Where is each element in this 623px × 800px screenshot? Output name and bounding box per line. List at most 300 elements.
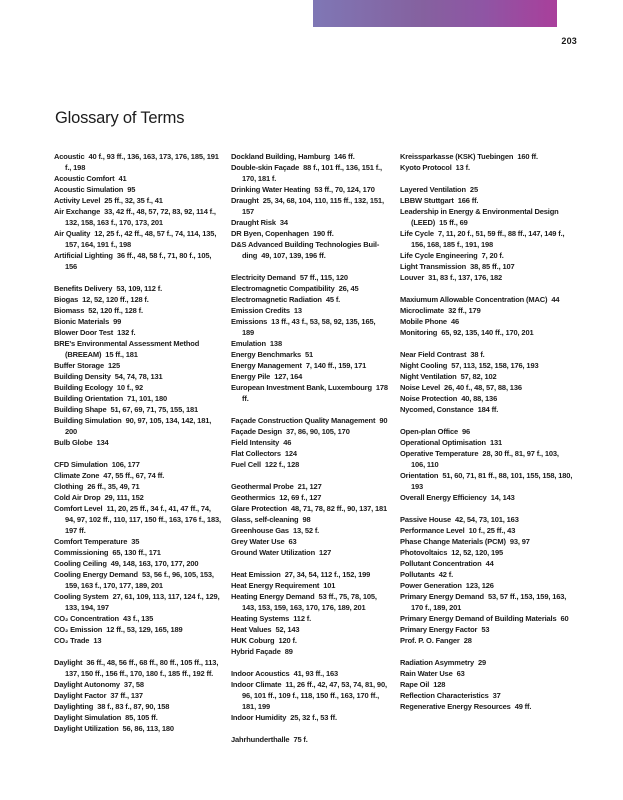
entry-term: Indoor Climate: [231, 680, 282, 689]
index-entry: [231, 338, 389, 349]
entry-term: Night Cooling: [400, 361, 448, 370]
entry-term: Hybrid Façade: [231, 647, 281, 656]
entry-pages: 63: [456, 669, 465, 678]
index-entry: [231, 195, 389, 217]
index-entry: [400, 261, 573, 272]
index-entry: [231, 547, 389, 558]
index-entry: [400, 272, 573, 283]
entry-term: Comfort Level: [54, 504, 103, 513]
entry-term: Double-skin Façade: [231, 163, 300, 172]
index-entry: [54, 613, 222, 624]
entry-term: Kyoto Protocol: [400, 163, 452, 172]
index-entry: [231, 459, 389, 470]
entry-term: Grey Water Use: [231, 537, 285, 546]
entry-pages: 12, 25 f., 42 ff., 48, 57 f., 74, 114, 135, 157, 164, 191 f., 198: [65, 229, 217, 249]
entry-term: Air Exchange: [54, 207, 101, 216]
index-entry: [400, 613, 573, 624]
entry-term: Near Field Contrast: [400, 350, 467, 359]
entry-pages: 42 f.: [438, 570, 454, 579]
index-entry: [231, 283, 389, 294]
index-group: [231, 415, 389, 470]
index-entry: [231, 360, 389, 371]
entry-term: Biogas: [54, 295, 79, 304]
entry-pages: 12, 52, 120, 195: [451, 548, 504, 557]
entry-pages: 25 ff., 32, 35 f., 41: [104, 196, 163, 205]
index-column-2: [231, 151, 389, 745]
index-entry: [400, 657, 573, 668]
entry-pages: 49, 107, 139, 196 ff.: [261, 251, 326, 260]
entry-term: Fuel Cell: [231, 460, 261, 469]
index-entry: [400, 151, 573, 162]
entry-term: Biomass: [54, 306, 85, 315]
index-entry: [400, 250, 573, 261]
entry-term: Indoor Acoustics: [231, 669, 290, 678]
entry-pages: 160 ff.: [517, 152, 538, 161]
index-entry: [54, 690, 222, 701]
entry-term: Light Transmission: [400, 262, 467, 271]
entry-pages: 35: [131, 537, 140, 546]
entry-term: Pollutant Concentration: [400, 559, 482, 568]
entry-pages: 53, 109, 112 f.: [116, 284, 163, 293]
entry-term: Regenerative Energy Resources: [400, 702, 511, 711]
entry-pages: 93, 97: [509, 537, 530, 546]
index-entry: [400, 206, 573, 228]
entry-pages: 25, 34, 68, 104, 110, 115 ff., 132, 151, 157: [242, 196, 384, 216]
entry-term: Electromagnetic Compatibility: [231, 284, 335, 293]
entry-term: Activity Level: [54, 196, 101, 205]
entry-term: Orientation: [400, 471, 439, 480]
entry-pages: 106, 177: [111, 460, 140, 469]
entry-pages: 166 ff.: [457, 196, 479, 205]
index-entry: [54, 624, 222, 635]
index-entry: [54, 404, 222, 415]
entry-term: Façade Construction Quality Management: [231, 416, 376, 425]
index-entry: [54, 173, 222, 184]
entry-pages: 29, 111, 152: [104, 493, 144, 502]
entry-pages: 21, 127: [297, 482, 322, 491]
entry-term: Field Intensity: [231, 438, 280, 447]
entry-term: Bulb Globe: [54, 438, 93, 447]
index-entry: [231, 272, 389, 283]
index-entry: [54, 250, 222, 272]
entry-term: Pollutants: [400, 570, 435, 579]
index-entry: [54, 547, 222, 558]
entry-pages: 51: [304, 350, 314, 359]
entry-term: Commissioning: [54, 548, 109, 557]
entry-pages: 53, 57 ff., 153, 159, 163, 170 f., 189, 201: [411, 592, 567, 612]
entry-term: Prof. P. O. Fanger: [400, 636, 460, 645]
entry-term: Acoustic Comfort: [54, 174, 115, 183]
entry-term: DR Byen, Copenhagen: [231, 229, 309, 238]
index-group: [231, 668, 389, 723]
index-entry: [231, 437, 389, 448]
index-column-1: [54, 151, 222, 734]
entry-term: Primary Energy Demand of Building Materials: [400, 614, 557, 623]
index-entry: [400, 635, 573, 646]
entry-term: Building Simulation: [54, 416, 122, 425]
index-entry: [231, 525, 389, 536]
entry-pages: 52, 120 ff., 128 f.: [88, 306, 143, 315]
entry-term: Draught: [231, 196, 259, 205]
index-entry: [231, 382, 389, 404]
index-group: [54, 283, 222, 448]
entry-term: Daylighting: [54, 702, 94, 711]
entry-pages: 46: [450, 317, 459, 326]
entry-pages: 11, 26 ff., 42, 47, 53, 74, 81, 90, 96, 101 ff., 109 f., 118, 150 ff., 163, 170 ff., 181, 199: [242, 680, 387, 711]
entry-pages: 40 f., 93 ff., 136, 163, 173, 176, 185, 191 f., 198: [65, 152, 219, 172]
entry-term: Mobile Phone: [400, 317, 447, 326]
index-group: [400, 657, 573, 712]
entry-term: Kreissparkasse (KSK) Tuebingen: [400, 152, 514, 161]
entry-pages: 131: [490, 438, 503, 447]
index-group: [54, 459, 222, 646]
index-entry: [400, 492, 573, 503]
index-entry: [231, 239, 389, 261]
index-entry: [231, 679, 389, 712]
entry-term: Daylight Utilization: [54, 724, 119, 733]
index-entry: [400, 668, 573, 679]
entry-pages: 31, 83 f., 137, 176, 182: [428, 273, 503, 282]
index-group: [400, 151, 573, 173]
entry-pages: 25, 32 f., 53 ff.: [290, 713, 337, 722]
entry-term: Cooling Ceiling: [54, 559, 107, 568]
entry-pages: 43 f., 135: [122, 614, 154, 623]
entry-term: Primary Energy Demand: [400, 592, 484, 601]
entry-pages: 13, 52 f.: [292, 526, 320, 535]
entry-term: Electromagnetic Radiation: [231, 295, 322, 304]
index-entry: [54, 481, 222, 492]
index-entry: [231, 228, 389, 239]
entry-pages: 53, 56 f., 96, 105, 153, 159, 163 f., 170, 177, 189, 201: [65, 570, 214, 590]
entry-pages: 26, 45: [338, 284, 359, 293]
entry-pages: 112 f.: [293, 614, 312, 623]
index-entry: [400, 536, 573, 547]
index-entry: [231, 580, 389, 591]
entry-pages: 44: [551, 295, 560, 304]
index-entry: [54, 492, 222, 503]
index-entry: [231, 316, 389, 338]
entry-term: CO₂ Concentration: [54, 614, 119, 623]
entry-pages: 85, 105 ff.: [125, 713, 158, 722]
index-entry: [54, 294, 222, 305]
index-entry: [54, 206, 222, 228]
entry-term: Power Generation: [400, 581, 462, 590]
entry-pages: 36 ff., 48, 58 f., 71, 80 f., 105, 156: [65, 251, 212, 271]
entry-pages: 57 ff., 115, 120: [299, 273, 348, 282]
entry-pages: 124: [284, 449, 297, 458]
entry-term: Building Shape: [54, 405, 107, 414]
entry-pages: 12, 69 f., 127: [279, 493, 322, 502]
index-group: [54, 151, 222, 272]
index-entry: [54, 558, 222, 569]
index-entry: [400, 514, 573, 525]
entry-term: Acoustic Simulation: [54, 185, 124, 194]
entry-term: Draught Risk: [231, 218, 276, 227]
index-group: [400, 349, 573, 415]
index-entry: [400, 195, 573, 206]
entry-term: Layered Ventilation: [400, 185, 466, 194]
entry-term: Microclimate: [400, 306, 445, 315]
index-entry: [54, 569, 222, 591]
entry-term: Artificial Lighting: [54, 251, 113, 260]
entry-term: Nycomed, Constance: [400, 405, 474, 414]
entry-term: LBBW Stuttgart: [400, 196, 454, 205]
entry-term: Climate Zone: [54, 471, 100, 480]
entry-pages: 51, 67, 69, 71, 75, 155, 181: [110, 405, 199, 414]
entry-pages: 38, 85 ff., 107: [470, 262, 515, 271]
index-columns: [54, 151, 573, 745]
entry-term: Operative Temperature: [400, 449, 479, 458]
index-entry: [54, 635, 222, 646]
index-group: [54, 657, 222, 734]
entry-pages: 7, 140 ff., 159, 171: [305, 361, 367, 370]
index-entry: [231, 162, 389, 184]
index-entry: [400, 591, 573, 613]
entry-term: Daylight Factor: [54, 691, 107, 700]
entry-pages: 36 ff., 48, 56 ff., 68 ff., 80 ff., 105 ff., 113, 137, 150 ff., 156 ff., 170, 180 f., 185 ff., 192 ff.: [65, 658, 219, 678]
index-entry: [400, 305, 573, 316]
entry-term: Maxiumum Allowable Concentration (MAC): [400, 295, 548, 304]
index-entry: [231, 624, 389, 635]
entry-pages: 26 ff., 35, 49, 71: [87, 482, 140, 491]
entry-term: Cooling System: [54, 592, 109, 601]
entry-pages: 10 f., 92: [116, 383, 144, 392]
entry-pages: 54, 74, 78, 131: [114, 372, 163, 381]
entry-pages: 57, 82, 102: [460, 372, 497, 381]
entry-term: Rain Water Use: [400, 669, 453, 678]
entry-term: Emulation: [231, 339, 266, 348]
entry-pages: 95: [127, 185, 136, 194]
index-entry: [54, 382, 222, 393]
index-entry: [54, 338, 222, 360]
entry-term: Daylight Simulation: [54, 713, 122, 722]
entry-pages: 28: [463, 636, 472, 645]
index-group: [231, 151, 389, 261]
index-entry: [54, 316, 222, 327]
index-entry: [54, 591, 222, 613]
entry-term: Rape Oil: [400, 680, 430, 689]
index-entry: [231, 184, 389, 195]
entry-term: Leadership in Energy & Environmental Design (LEED): [400, 207, 559, 227]
index-entry: [231, 536, 389, 547]
entry-pages: 12 ff., 53, 129, 165, 189: [106, 625, 183, 634]
entry-term: Ground Water Utilization: [231, 548, 316, 557]
entry-term: Daylight Autonomy: [54, 680, 120, 689]
entry-pages: 57, 113, 152, 158, 176, 193: [451, 361, 539, 370]
entry-pages: 40, 88, 136: [461, 394, 498, 403]
index-entry: [231, 426, 389, 437]
entry-term: Air Quality: [54, 229, 91, 238]
index-entry: [400, 569, 573, 580]
entry-term: Acoustic: [54, 152, 85, 161]
index-entry: [231, 151, 389, 162]
index-entry: [231, 503, 389, 514]
entry-term: Buffer Storage: [54, 361, 104, 370]
entry-pages: 10 f., 25 ff., 43: [468, 526, 516, 535]
entry-pages: 190 ff.: [313, 229, 334, 238]
index-entry: [400, 404, 573, 415]
entry-pages: 51, 60, 71, 81 ff., 88, 101, 155, 158, 180, 193: [411, 471, 573, 491]
index-entry: [54, 184, 222, 195]
index-group: [231, 481, 389, 558]
index-entry: [231, 448, 389, 459]
index-entry: [231, 613, 389, 624]
entry-pages: 37 ff., 137: [110, 691, 143, 700]
index-entry: [54, 393, 222, 404]
entry-pages: 53 ff., 70, 124, 170: [314, 185, 375, 194]
entry-pages: 75 f.: [293, 735, 308, 744]
entry-term: Performance Level: [400, 526, 465, 535]
entry-pages: 178 ff.: [242, 383, 388, 403]
entry-pages: 14, 143: [490, 493, 515, 502]
index-entry: [231, 217, 389, 228]
entry-pages: 28, 30 ff., 81, 97 f., 103, 106, 110: [411, 449, 559, 469]
index-entry: [54, 228, 222, 250]
index-entry: [231, 668, 389, 679]
entry-pages: 29: [477, 658, 487, 667]
entry-pages: 12, 52, 120 ff., 128 f.: [82, 295, 149, 304]
entry-term: Energy Benchmarks: [231, 350, 301, 359]
entry-pages: 13: [293, 306, 302, 315]
entry-term: Benefits Delivery: [54, 284, 113, 293]
entry-pages: 53: [481, 625, 490, 634]
index-group: [400, 294, 573, 338]
entry-pages: 13: [93, 636, 102, 645]
index-entry: [400, 228, 573, 250]
index-entry: [400, 349, 573, 360]
entry-term: D&S Advanced Building Technologies Buil-ding: [231, 240, 380, 260]
index-entry: [231, 569, 389, 580]
index-entry: [400, 558, 573, 569]
entry-term: HUK Coburg: [231, 636, 275, 645]
index-entry: [231, 492, 389, 503]
entry-term: Glare Protection: [231, 504, 287, 513]
entry-pages: 33, 42 ff., 48, 57, 72, 83, 92, 114 f., 132, 158, 163 f., 170, 173, 201: [65, 207, 216, 227]
entry-pages: 11, 20, 25 ff., 34 f., 41, 47 ff., 74, 94, 97, 102 ff., 110, 117, 150 ff., 163, 176 f., 183, 197 ff.: [65, 504, 221, 535]
entry-term: Heating Systems: [231, 614, 290, 623]
entry-pages: 37: [492, 691, 501, 700]
entry-term: Flat Collectors: [231, 449, 281, 458]
index-entry: [54, 415, 222, 437]
index-entry: [54, 305, 222, 316]
entry-pages: 101: [323, 581, 336, 590]
index-entry: [400, 426, 573, 437]
entry-term: Jahrhunderthalle: [231, 735, 290, 744]
entry-term: Façade Design: [231, 427, 282, 436]
entry-term: European Investment Bank, Luxembourg: [231, 383, 372, 392]
index-entry: [231, 415, 389, 426]
entry-pages: 47, 55 ff., 67, 74 ff.: [103, 471, 165, 480]
entry-pages: 37, 58: [123, 680, 144, 689]
index-entry: [54, 503, 222, 536]
entry-term: Glass, self-cleaning: [231, 515, 299, 524]
entry-term: Louver: [400, 273, 425, 282]
entry-pages: 89: [284, 647, 293, 656]
index-entry: [400, 316, 573, 327]
entry-pages: 122 f., 128: [264, 460, 300, 469]
entry-term: CO₂ Trade: [54, 636, 90, 645]
index-entry: [54, 151, 222, 173]
entry-pages: 27, 61, 109, 113, 117, 124 f., 129, 133, 194, 197: [65, 592, 220, 612]
index-entry: [400, 393, 573, 404]
entry-pages: 34: [279, 218, 288, 227]
page-title: Glossary of Terms: [55, 109, 185, 127]
index-group: [231, 272, 389, 404]
entry-term: Radiation Asymmetry: [400, 658, 474, 667]
entry-pages: 38 f.: [470, 350, 485, 359]
index-group: [231, 734, 389, 745]
entry-pages: 71, 101, 180: [127, 394, 167, 403]
entry-term: Geothermal Probe: [231, 482, 294, 491]
index-entry: [231, 305, 389, 316]
index-entry: [400, 184, 573, 195]
entry-term: Heat Values: [231, 625, 272, 634]
entry-term: Building Ecology: [54, 383, 113, 392]
entry-term: Photovoltaics: [400, 548, 448, 557]
entry-term: Night Ventilation: [400, 372, 457, 381]
entry-term: Geothermics: [231, 493, 276, 502]
entry-pages: 7, 11, 20 f., 51, 59 ff., 88 ff., 147, 149 f., 156, 168, 185 f., 191, 198: [411, 229, 565, 249]
entry-pages: 41: [118, 174, 127, 183]
entry-pages: 38 f., 83 f., 87, 90, 158: [97, 702, 170, 711]
index-entry: [400, 437, 573, 448]
entry-pages: 7, 20 f.: [481, 251, 504, 260]
index-entry: [231, 514, 389, 525]
entry-term: Life Cycle: [400, 229, 434, 238]
index-group: [400, 514, 573, 646]
page-number: 203: [561, 36, 577, 46]
entry-term: Building Density: [54, 372, 111, 381]
entry-pages: 45 f.: [325, 295, 341, 304]
entry-term: BRE's Environmental Assessment Method (BREEAM): [54, 339, 200, 359]
entry-term: Electricity Demand: [231, 273, 296, 282]
entry-pages: 65, 130 ff., 171: [112, 548, 161, 557]
index-entry: [54, 283, 222, 294]
entry-pages: 128: [433, 680, 446, 689]
entry-pages: 120 f.: [278, 636, 297, 645]
index-entry: [231, 371, 389, 382]
index-entry: [400, 701, 573, 712]
entry-pages: 127: [319, 548, 332, 557]
index-entry: [231, 734, 389, 745]
entry-term: Heat Emission: [231, 570, 281, 579]
entry-pages: 127, 164: [274, 372, 303, 381]
entry-term: Primary Energy Factor: [400, 625, 478, 634]
entry-term: Drinking Water Heating: [231, 185, 311, 194]
entry-term: Life Cycle Engineering: [400, 251, 478, 260]
index-entry: [54, 437, 222, 448]
index-entry: [400, 360, 573, 371]
entry-term: Cooling Energy Demand: [54, 570, 138, 579]
index-entry: [400, 382, 573, 393]
entry-pages: 37, 86, 90, 105, 170: [286, 427, 350, 436]
entry-term: Cold Air Drop: [54, 493, 101, 502]
entry-term: Heating Energy Demand: [231, 592, 315, 601]
index-entry: [400, 580, 573, 591]
header-accent-bar: [313, 0, 557, 27]
index-entry: [400, 448, 573, 470]
entry-pages: 48, 71, 78, 82 ff., 90, 137, 181: [290, 504, 388, 513]
entry-pages: 13 f.: [455, 163, 470, 172]
index-entry: [54, 679, 222, 690]
index-entry: [54, 195, 222, 206]
entry-term: Noise Protection: [400, 394, 458, 403]
entry-pages: 90, 97, 105, 134, 142, 181, 200: [65, 416, 212, 436]
entry-pages: 15 ff., 69: [439, 218, 468, 227]
entry-term: Clothing: [54, 482, 84, 491]
entry-term: Blower Door Test: [54, 328, 114, 337]
index-entry: [54, 701, 222, 712]
